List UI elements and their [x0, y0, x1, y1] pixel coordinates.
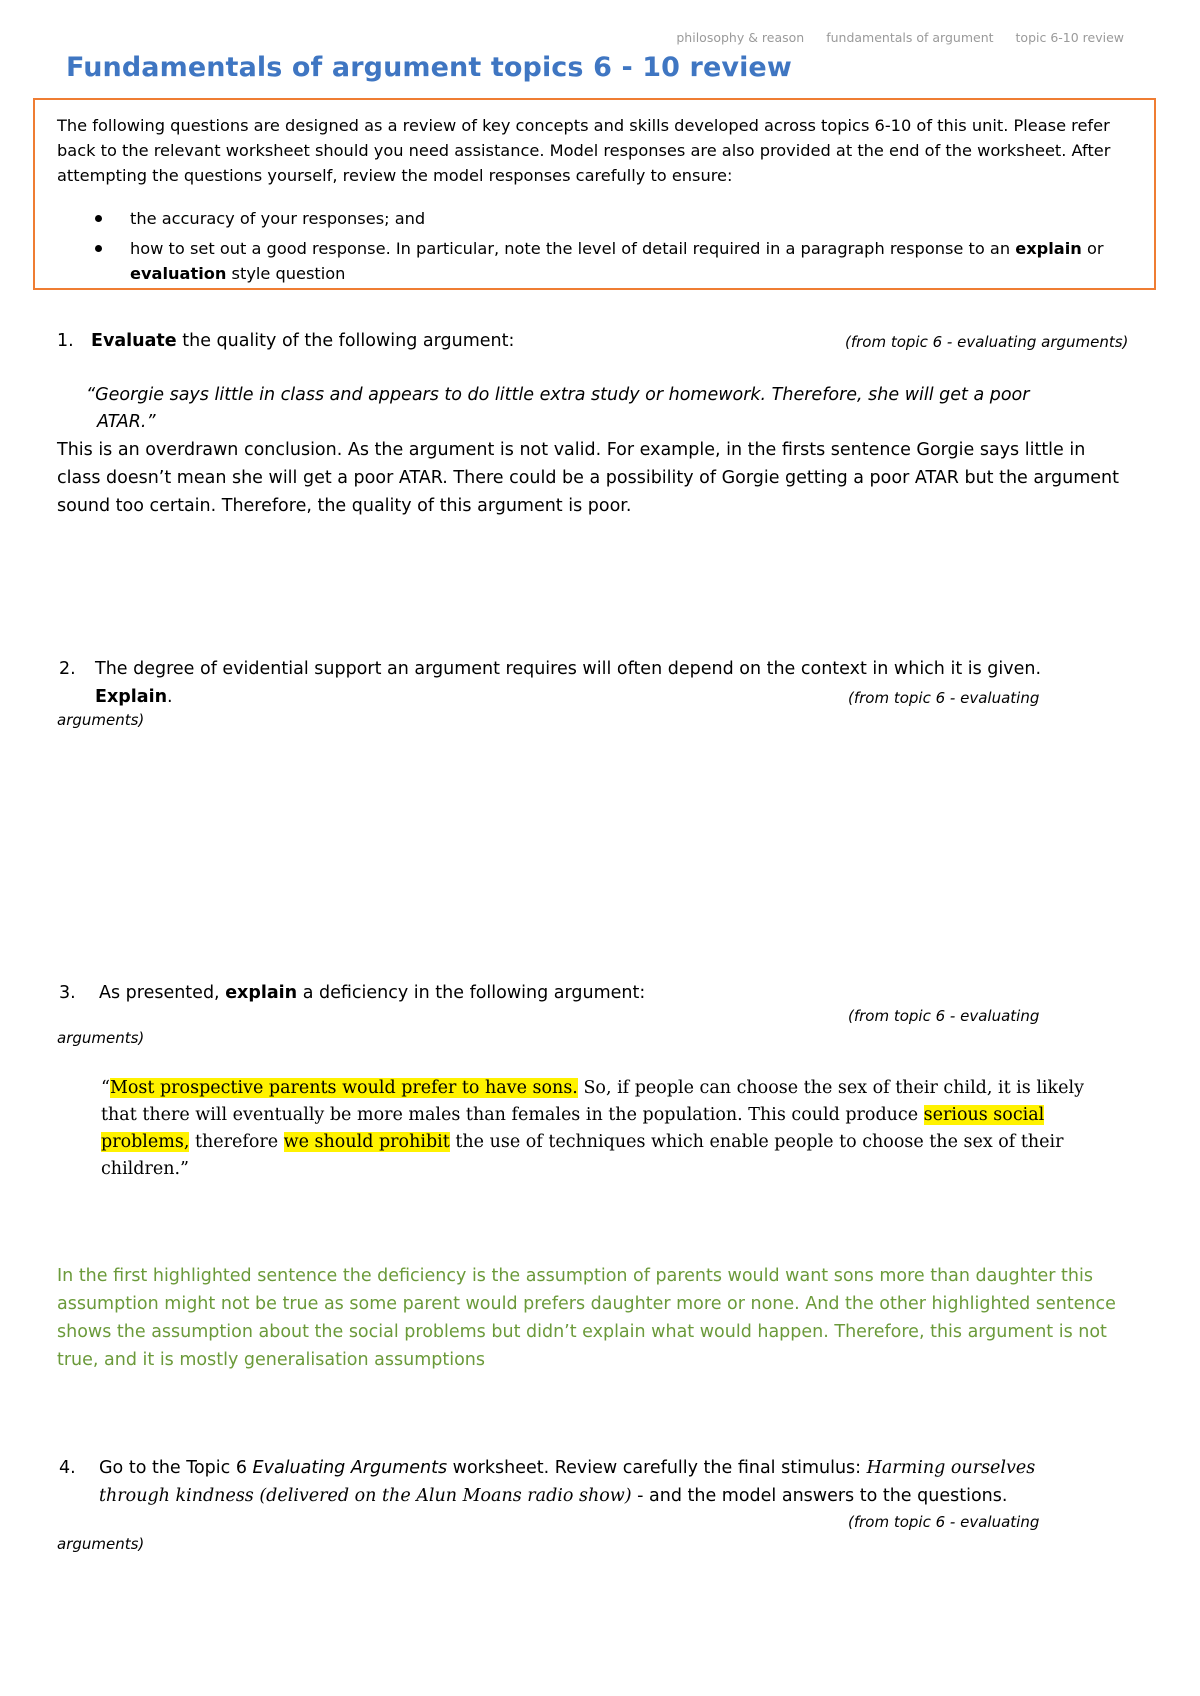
- question-1-keyword: Evaluate: [91, 331, 177, 351]
- question-4-text: - and the model answers to the questions.: [631, 1486, 1008, 1506]
- question-2-period: .: [167, 687, 173, 707]
- question-3-text: As presented,: [99, 983, 226, 1003]
- intro-bullet-list: [92, 206, 1132, 286]
- question-4-text: worksheet. Review carefully the final stimulus:: [447, 1458, 867, 1478]
- question-2-keyword-wrap: [95, 683, 173, 711]
- quote-text: therefore: [189, 1132, 284, 1152]
- header-breadcrumb: [658, 30, 1124, 45]
- quote-text: So, if people can choose the sex of their child, it is likely that there will eventually be more males than females in the population. This could produce: [101, 1078, 1084, 1125]
- bullet-icon: [95, 215, 102, 222]
- question-1-prompt: [91, 327, 514, 355]
- breadcrumb-subject: philosophy & reason: [676, 30, 805, 45]
- question-1-number: 1.: [57, 331, 74, 351]
- question-2-source-tail: arguments): [57, 711, 145, 729]
- question-3-source: (from topic 6 - evaluating: [848, 1007, 1040, 1025]
- bullet-icon: [95, 245, 102, 252]
- highlight-sons-assumption: Most prospective parents would prefer to have sons.: [109, 1078, 578, 1098]
- intro-paragraph: The following questions are designed as a review of key concepts and skills developed across topics 6-10 of this unit. Please refer back to the relevant worksheet should you need assistance. Model responses are also provided at the end of the worksheet. After attempting the questions yourself, review the model responses carefully to ensure:: [57, 116, 1111, 185]
- breadcrumb-unit: fundamentals of argument: [826, 30, 994, 45]
- page-title: Fundamentals of argument topics 6 - 10 review: [66, 52, 792, 83]
- question-4-source: (from topic 6 - evaluating: [848, 1513, 1040, 1531]
- quote-mark: “: [101, 1078, 110, 1098]
- question-1-quote-line2: ATAR.”: [97, 412, 156, 432]
- question-2-number: 2.: [59, 659, 76, 679]
- question-1-text: the quality of the following argument:: [176, 331, 515, 351]
- question-3-keyword: explain: [225, 983, 298, 1003]
- list-item: [92, 206, 1132, 231]
- question-3-quote: [101, 1075, 1121, 1183]
- bullet-bold-explain: explain: [1015, 239, 1082, 258]
- question-4-text: Go to the Topic 6: [99, 1458, 253, 1478]
- quote-text: the use of techniques which enable people to choose the sex of their children.”: [101, 1132, 1064, 1179]
- bullet-text: style question: [226, 264, 346, 283]
- list-item: [92, 236, 1132, 286]
- question-3-text: a deficiency in the following argument:: [297, 983, 646, 1003]
- bullet-text: how to set out a good response. In particular, note the level of detail required in a paragraph response to an: [130, 239, 1016, 258]
- question-4-number: 4.: [59, 1458, 76, 1478]
- question-2-keyword: Explain: [95, 687, 168, 707]
- question-1-answer: This is an overdrawn conclusion. As the argument is not valid. For example, in the firsts sentence Gorgie says little in class doesn’t mean she will get a poor ATAR. There could be a possibility of Gorgie getting a poor ATAR but the argument sound too certain. Therefore, the quality of this argument is poor.: [57, 440, 1119, 516]
- question-1-quote-line1: “Georgie says little in class and appears to do little extra study or homework. Therefore, she will get a poor: [86, 385, 1030, 405]
- question-1-source: (from topic 6 - evaluating arguments): [845, 333, 1129, 351]
- question-2-text: The degree of evidential support an argument requires will often depend on the context in which it is given.: [95, 659, 1042, 679]
- bullet-text: or: [1081, 239, 1104, 258]
- question-3-answer: In the first highlighted sentence the deficiency is the assumption of parents would want sons more than daughter this assumption might not be true as some parent would prefers daughter more or none. And the other highlighted sentence shows the assumption about the social problems but didn’t explain what would happen. Therefore, this argument is not true, and it is mostly generalisation assumptions: [57, 1266, 1116, 1370]
- highlight-social-problems: serious social problems,: [101, 1105, 1045, 1152]
- question-4-prompt: [99, 1454, 1109, 1510]
- question-2-source: (from topic 6 - evaluating: [848, 689, 1040, 707]
- question-3-prompt: [99, 979, 645, 1007]
- question-3-source-tail: arguments): [57, 1029, 145, 1047]
- question-3-number: 3.: [59, 983, 76, 1003]
- highlight-prohibit: we should prohibit: [283, 1132, 450, 1152]
- question-4-worksheet-name: Evaluating Arguments: [252, 1458, 448, 1478]
- bullet-bold-evaluation: evaluation: [130, 264, 227, 283]
- question-4-stimulus-title: Harming ourselves through kindness (delivered on the Alun Moans radio show): [99, 1458, 1036, 1506]
- breadcrumb-topic: topic 6-10 review: [1015, 30, 1124, 45]
- question-4-source-tail: arguments): [57, 1535, 145, 1553]
- bullet-text: the accuracy of your responses; and: [130, 209, 426, 228]
